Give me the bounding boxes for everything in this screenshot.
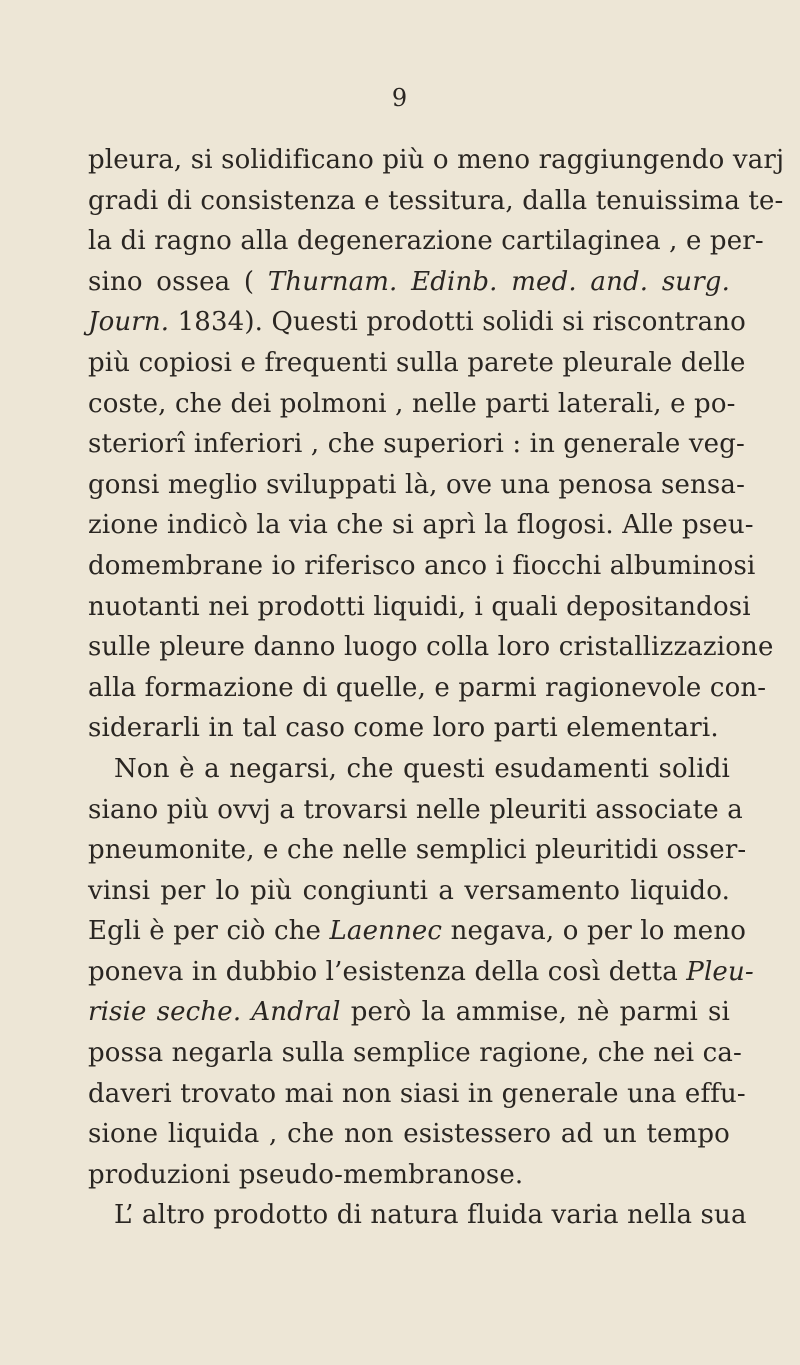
text-segment: pleura, si solidificano più o meno raggiungendo varj	[88, 145, 785, 175]
text-line	[88, 668, 767, 709]
text-segment: però la ammise, nè parmi si	[340, 997, 730, 1028]
text-segment: coste, che dei polmoni , nelle parti laterali, e po-	[88, 388, 736, 419]
text-line	[88, 1033, 742, 1074]
text-segment: la di ragno alla degenerazione cartilaginea , e per-	[88, 226, 764, 257]
text-line	[88, 1114, 730, 1155]
text-line	[88, 181, 784, 222]
italic-text: Laennec	[329, 916, 443, 947]
text-line	[88, 749, 730, 790]
text-line	[88, 911, 747, 952]
text-segment: domembrane io riferisco anco i fiocchi albuminosi	[88, 550, 756, 581]
text-line	[88, 627, 774, 668]
italic-text: Pleu-	[686, 956, 754, 987]
text-segment: alla formazione di quelle, e parmi ragionevole con-	[88, 672, 767, 703]
text-segment: poneva in dubbio l’esistenza della così detta	[88, 956, 687, 987]
text-segment: Egli è per ciò che	[88, 916, 330, 947]
text-segment: gonsi meglio sviluppati là, ove una penosa sensa-	[88, 469, 746, 500]
text-segment: siano più ovvj a trovarsi nelle pleuriti associate a	[88, 794, 743, 825]
paragraph	[88, 749, 754, 1196]
text-segment: sione liquida , che non esistessero ad un tempo	[88, 1119, 730, 1150]
paragraph	[88, 140, 785, 749]
text-segment: siderarli in tal caso come loro parti elementari.	[88, 713, 719, 744]
text-line	[88, 952, 754, 993]
text-line	[88, 587, 751, 628]
text-line	[88, 424, 745, 465]
text-line	[88, 1195, 747, 1236]
text-segment: possa negarla sulla semplice ragione, che nei ca-	[88, 1038, 742, 1069]
italic-text: Journ.	[88, 307, 170, 338]
text-line	[88, 871, 730, 912]
body-text	[88, 140, 785, 1236]
text-line	[88, 1074, 746, 1115]
text-segment: sino ossea (	[88, 266, 268, 297]
text-segment: steriorî inferiori , che superiori : in generale veg-	[88, 429, 745, 460]
text-segment: Non è a negarsi, che questi esudamenti solidi	[114, 753, 730, 784]
paragraph	[88, 1195, 747, 1236]
text-line	[88, 465, 746, 506]
text-segment: zione indicò la via che si aprì la flogosi. Alle pseu-	[88, 510, 754, 541]
text-line	[88, 140, 785, 181]
italic-text: Thurnam. Edinb. med. and. surg.	[267, 266, 730, 297]
text-segment: vinsi per lo più congiunti a versamento liquido.	[88, 875, 730, 906]
text-line	[88, 830, 747, 871]
text-line	[88, 384, 736, 425]
text-line	[88, 343, 746, 384]
text-line	[88, 505, 754, 546]
text-line	[88, 302, 746, 343]
text-line	[88, 546, 756, 587]
text-segment: sulle pleure danno luogo colla loro cristallizzazione	[88, 632, 774, 663]
text-segment: nuotanti nei prodotti liquidi, i quali depositandosi	[88, 591, 751, 622]
text-segment: L’ altro prodotto di natura fluida varia nella sua	[114, 1200, 747, 1231]
text-segment: pneumonite, e che nelle semplici pleuritidi osser-	[88, 835, 747, 866]
text-segment: gradi di consistenza e tessitura, dalla tenuissima te-	[88, 185, 784, 216]
text-line	[88, 992, 730, 1033]
page-number: 9	[391, 84, 409, 112]
text-line	[88, 790, 743, 831]
text-segment: più copiosi e frequenti sulla parete pleurale delle	[88, 347, 746, 378]
text-segment: negava, o per lo meno	[442, 916, 747, 947]
text-line	[88, 262, 730, 303]
text-line	[88, 1155, 730, 1196]
text-line	[88, 708, 730, 749]
text-line	[88, 221, 764, 262]
text-segment: produzioni pseudo-membranose.	[88, 1159, 524, 1190]
text-segment: 1834). Questi prodotti solidi si riscontrano	[169, 307, 746, 338]
text-segment: daveri trovato mai non siasi in generale una effu-	[88, 1078, 746, 1109]
italic-text: risie seche. Andral	[88, 997, 341, 1028]
